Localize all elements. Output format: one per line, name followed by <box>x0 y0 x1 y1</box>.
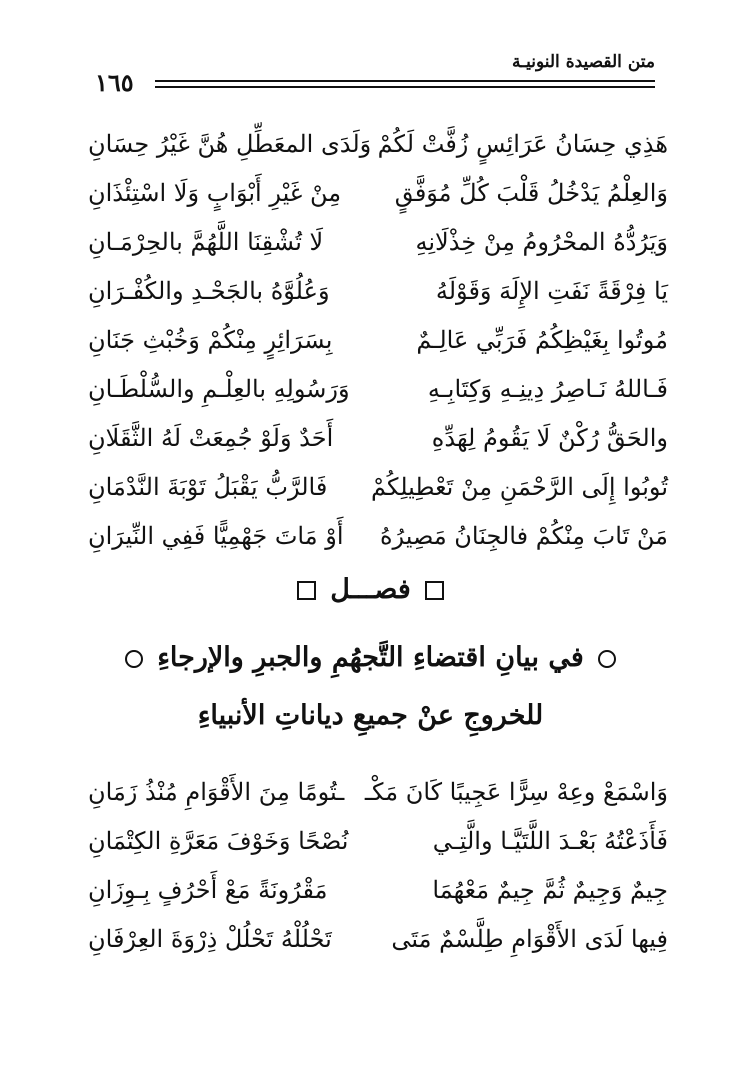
verse-line <box>88 768 668 817</box>
verse-second-hemistich: نُصْحًا وَخَوْفَ مَعَرَّةِ الكِتْمَانِ <box>88 827 349 855</box>
verse-first-hemistich: هَذِي حِسَانُ عَرَائِسٍ زُفَّتْ لَكُمْ <box>377 130 668 158</box>
square-ornament-icon <box>297 581 316 600</box>
page-header <box>95 48 655 100</box>
verse-line <box>88 512 668 561</box>
verse-line <box>88 218 668 267</box>
verse-second-hemistich: مِنْ غَيْرِ أَبْوَابٍ وَلَا اسْتِئْذَانِ <box>88 179 342 207</box>
verse-line <box>88 866 668 915</box>
verse-line <box>88 414 668 463</box>
verse-first-hemistich: فَـاللهُ نَـاصِرُ دِينِـهِ وَكِتَابِـهِ <box>427 375 668 403</box>
verse-line <box>88 365 668 414</box>
verse-line <box>88 316 668 365</box>
verse-second-hemistich: تَحْلُلْهُ تَحْلُلْ ذِرْوَةَ العِرْفَانِ <box>88 925 332 953</box>
verse-first-hemistich: مَنْ تَابَ مِنْكُمْ فالجِنَانُ مَصِيرُهُ <box>379 522 668 550</box>
verse-first-hemistich: مُوتُوا بِغَيْظِكُمُ فَرَبِّي عَالِـمٌ <box>416 326 668 354</box>
verse-second-hemistich: بِسَرَائِرٍ مِنْكُمْ وَخُبْثِ جَنَانِ <box>88 326 333 354</box>
verse-line <box>88 120 668 169</box>
verse-first-hemistich: وَيَرُدُّهُ المحْرُومُ مِنْ خِذْلَانِهِ <box>415 228 668 256</box>
poem-block-2 <box>88 768 668 964</box>
verse-second-hemistich: مَقْرُونَةً مَعْ أَحْرُفٍ بِـوِزَانِ <box>88 876 328 904</box>
section-heading <box>0 574 741 605</box>
verse-second-hemistich: وَلَدَى المعَطِّلِ هُنَّ غَيْرُ حِسَانِ <box>88 130 372 158</box>
verse-second-hemistich: ـتُومًا مِنَ الأَقْوَامِ مُنْذُ زَمَانِ <box>88 778 345 806</box>
verse-first-hemistich: جِيمٌ وَجِيمٌ ثُمَّ جِيمٌ مَعْهُمَا <box>432 876 668 904</box>
verse-second-hemistich: وَرَسُولِهِ بالعِلْـمِ والسُّلْطَـانِ <box>88 375 350 403</box>
subheading-line-1: في بيانِ اقتضاءِ التَّجهُمِ والجبرِ والإرجاءِ <box>157 642 584 673</box>
verse-first-hemistich: فِيها لَدَى الأَقْوَامِ طِلَّسْمٌ مَتَى <box>391 925 668 953</box>
chapter-subheading-continued <box>0 700 741 731</box>
verse-line <box>88 463 668 512</box>
verse-first-hemistich: وَاسْمَعْ وعِهْ سِرًّا عَجِيبًا كَانَ مَكْـ <box>364 778 668 806</box>
verse-second-hemistich: أَوْ مَاتَ جَهْمِيًّا فَفِي النِّيرَانِ <box>88 522 344 550</box>
book-title: متن القصيدة النونيـة <box>512 52 655 72</box>
subheading-line-2: للخروجِ عنْ جميعِ دياناتِ الأنبياءِ <box>197 700 544 731</box>
verse-line <box>88 267 668 316</box>
section-title: فصـــل <box>330 574 411 605</box>
square-ornament-icon <box>425 581 444 600</box>
verse-first-hemistich: والحَقُّ رُكْنٌ لَا يَقُومُ لِهَدِّهِ <box>431 424 668 452</box>
verse-second-hemistich: وَعُلُوَّهُ بالجَحْـدِ والكُفْـرَانِ <box>88 277 330 305</box>
verse-second-hemistich: لَا تُشْقِنَا اللَّهُمَّ بالحِرْمَـانِ <box>88 228 324 256</box>
header-rule-bottom <box>155 86 655 88</box>
page-number: ١٦٥ <box>95 68 134 97</box>
verse-line <box>88 817 668 866</box>
verse-line <box>88 915 668 964</box>
circle-ornament-icon <box>125 650 143 668</box>
verse-first-hemistich: وَالعِلْمُ يَدْخُلُ قَلْبَ كُلِّ مُوَفَّقٍ <box>394 179 668 207</box>
verse-second-hemistich: أَحَدٌ وَلَوْ جُمِعَتْ لَهُ الثَّقَلَانِ <box>88 424 334 452</box>
chapter-subheading <box>0 642 741 673</box>
verse-line <box>88 169 668 218</box>
verse-first-hemistich: تُوبُوا إِلَى الرَّحْمَنِ مِنْ تَعْطِيلِكُمْ <box>370 473 668 501</box>
verse-first-hemistich: فَأَذَعْتُهُ بَعْـدَ اللَّتَيَّـا والَّتِـي <box>432 827 668 855</box>
verse-first-hemistich: يَا فِرْقَةً نَفَتِ الإِلَهَ وَقَوْلَهُ <box>435 277 668 305</box>
poem-block-1 <box>88 120 668 561</box>
circle-ornament-icon <box>598 650 616 668</box>
header-rule-top <box>155 80 655 82</box>
verse-second-hemistich: فَالرَّبُّ يَقْبَلُ تَوْبَةَ النَّدْمَانِ <box>88 473 328 501</box>
